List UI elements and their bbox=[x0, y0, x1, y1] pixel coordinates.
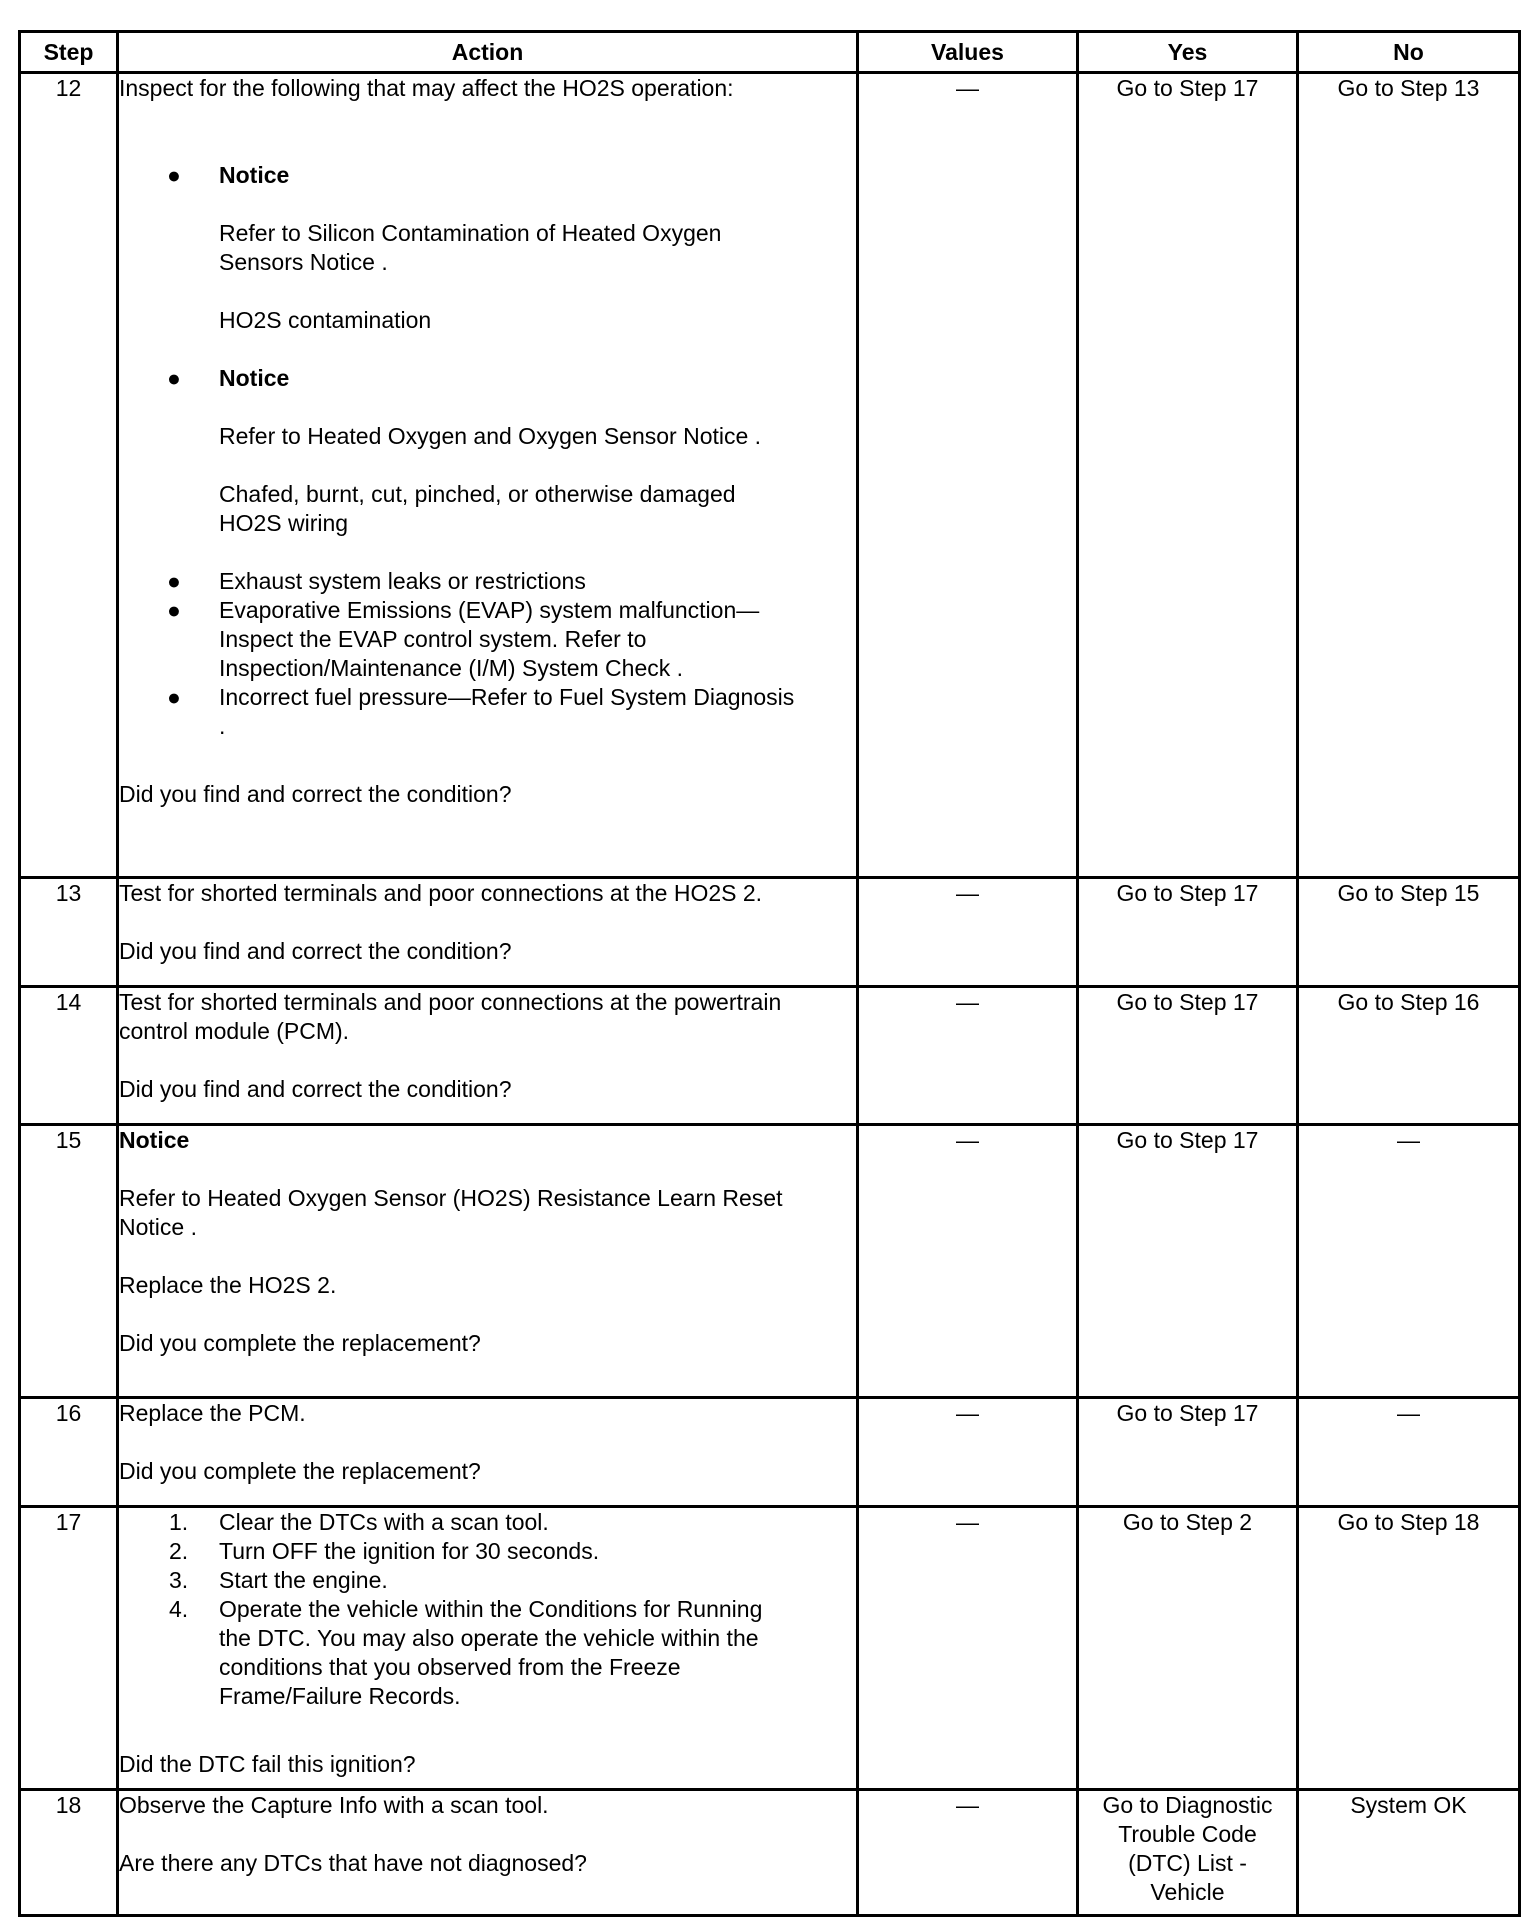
inspect-item-line: Chafed, burnt, cut, pinched, or otherwise damaged bbox=[219, 481, 736, 507]
bullet-text: . bbox=[219, 713, 226, 739]
step-number: 16 bbox=[20, 1398, 118, 1507]
action-question: Did you complete the replacement? bbox=[119, 1458, 481, 1484]
table-row-step-18 bbox=[20, 1790, 1520, 1916]
header-action: Action bbox=[118, 32, 858, 73]
values-cell: — bbox=[858, 1790, 1078, 1916]
action-text: Replace the HO2S 2. bbox=[119, 1272, 337, 1298]
yes-text-line: Vehicle bbox=[1150, 1879, 1225, 1905]
bullet-icon: ● bbox=[167, 684, 181, 710]
item-number: 4. bbox=[169, 1596, 189, 1622]
action-question: Did the DTC fail this ignition? bbox=[119, 1751, 416, 1777]
notice-label: Notice bbox=[219, 365, 290, 391]
values-cell: — bbox=[858, 1398, 1078, 1507]
bullet-icon: ● bbox=[167, 568, 181, 594]
notice-text-line: Sensors Notice . bbox=[219, 249, 388, 275]
item-text: the DTC. You may also operate the vehicle within the bbox=[219, 1625, 759, 1651]
step-number: 18 bbox=[20, 1790, 118, 1916]
notice-text: Notice . bbox=[119, 1214, 197, 1240]
bullet-notice-1 bbox=[119, 161, 856, 190]
item-number: 3. bbox=[169, 1567, 189, 1593]
no-cell: Go to Step 16 bbox=[1298, 987, 1520, 1125]
action-cell bbox=[118, 1790, 858, 1916]
header-no: No bbox=[1298, 32, 1520, 73]
action-cell bbox=[118, 1125, 858, 1398]
numbered-item bbox=[119, 1508, 856, 1537]
notice-text: Refer to Heated Oxygen and Oxygen Sensor Notice . bbox=[219, 423, 762, 449]
notice-label: Notice bbox=[219, 162, 290, 188]
action-question: Did you find and correct the condition? bbox=[119, 938, 512, 964]
bullet-item bbox=[119, 567, 856, 596]
yes-text-line: Trouble Code bbox=[1118, 1821, 1257, 1847]
item-text: conditions that you observed from the Freeze bbox=[219, 1654, 681, 1680]
action-cell bbox=[118, 1507, 858, 1790]
yes-cell: Go to Step 17 bbox=[1078, 987, 1298, 1125]
yes-cell bbox=[1078, 1790, 1298, 1916]
action-text: control module (PCM). bbox=[119, 1018, 350, 1044]
action-cell bbox=[118, 878, 858, 987]
values-cell: — bbox=[858, 987, 1078, 1125]
header-yes: Yes bbox=[1078, 32, 1298, 73]
action-cell bbox=[118, 1398, 858, 1507]
header-row bbox=[20, 32, 1520, 73]
bullet-icon: ● bbox=[167, 597, 181, 623]
no-cell: — bbox=[1298, 1398, 1520, 1507]
item-number: 1. bbox=[169, 1509, 189, 1535]
step-number: 14 bbox=[20, 987, 118, 1125]
numbered-item bbox=[119, 1595, 856, 1711]
bullet-text: Inspection/Maintenance (I/M) System Check . bbox=[219, 655, 684, 681]
numbered-item bbox=[119, 1537, 856, 1566]
notice-label: Notice bbox=[119, 1127, 190, 1153]
item-number: 2. bbox=[169, 1538, 189, 1564]
step-number: 12 bbox=[20, 73, 118, 878]
action-text: Test for shorted terminals and poor connections at the powertrain bbox=[119, 989, 782, 1015]
action-intro: Inspect for the following that may affect the HO2S operation: bbox=[119, 75, 734, 101]
notice-text: Refer to Heated Oxygen Sensor (HO2S) Resistance Learn Reset bbox=[119, 1185, 783, 1211]
diagnostic-table bbox=[18, 30, 1521, 1917]
yes-cell: Go to Step 2 bbox=[1078, 1507, 1298, 1790]
yes-cell: Go to Step 17 bbox=[1078, 1398, 1298, 1507]
action-text: Test for shorted terminals and poor connections at the HO2S 2. bbox=[119, 880, 763, 906]
table-row-step-15 bbox=[20, 1125, 1520, 1398]
item-text: Clear the DTCs with a scan tool. bbox=[219, 1509, 549, 1535]
notice-text bbox=[119, 219, 856, 277]
item-text: Frame/Failure Records. bbox=[219, 1683, 461, 1709]
action-question: Did you find and correct the condition? bbox=[119, 1076, 512, 1102]
bullet-icon: ● bbox=[167, 162, 181, 188]
header-values: Values bbox=[858, 32, 1078, 73]
notice-text-line: Refer to Silicon Contamination of Heated Oxygen bbox=[219, 220, 722, 246]
values-cell: — bbox=[858, 1125, 1078, 1398]
table-row-step-13 bbox=[20, 878, 1520, 987]
yes-cell: Go to Step 17 bbox=[1078, 878, 1298, 987]
item-text: Start the engine. bbox=[219, 1567, 388, 1593]
values-cell: — bbox=[858, 73, 1078, 878]
bullet-item bbox=[119, 596, 856, 683]
inspect-item: HO2S contamination bbox=[219, 307, 432, 333]
action-cell bbox=[118, 987, 858, 1125]
table-row-step-16 bbox=[20, 1398, 1520, 1507]
table-row-step-17 bbox=[20, 1507, 1520, 1790]
action-question: Did you complete the replacement? bbox=[119, 1330, 481, 1356]
item-text: Operate the vehicle within the Conditions for Running bbox=[219, 1596, 763, 1622]
bullet-text: Exhaust system leaks or restrictions bbox=[219, 568, 586, 594]
inspect-item-line: HO2S wiring bbox=[219, 510, 349, 536]
bullet-icon: ● bbox=[167, 365, 181, 391]
header-step: Step bbox=[20, 32, 118, 73]
no-cell: Go to Step 15 bbox=[1298, 878, 1520, 987]
yes-cell: Go to Step 17 bbox=[1078, 1125, 1298, 1398]
item-text: Turn OFF the ignition for 30 seconds. bbox=[219, 1538, 600, 1564]
values-cell: — bbox=[858, 1507, 1078, 1790]
table-row-step-12 bbox=[20, 73, 1520, 878]
values-cell: — bbox=[858, 878, 1078, 987]
inspect-item bbox=[119, 480, 856, 538]
table-row-step-14 bbox=[20, 987, 1520, 1125]
bullet-text: Incorrect fuel pressure—Refer to Fuel System Diagnosis bbox=[219, 684, 795, 710]
step-number: 15 bbox=[20, 1125, 118, 1398]
bullet-text: Inspect the EVAP control system. Refer to bbox=[219, 626, 647, 652]
yes-text-line: Go to Diagnostic bbox=[1102, 1792, 1273, 1818]
bullet-text: Evaporative Emissions (EVAP) system malfunction— bbox=[219, 597, 760, 623]
bullet-notice-2 bbox=[119, 364, 856, 393]
action-question: Are there any DTCs that have not diagnosed? bbox=[119, 1850, 587, 1876]
action-cell bbox=[118, 73, 858, 878]
no-cell: Go to Step 13 bbox=[1298, 73, 1520, 878]
yes-cell: Go to Step 17 bbox=[1078, 73, 1298, 878]
action-text: Replace the PCM. bbox=[119, 1400, 306, 1426]
yes-text-line: (DTC) List - bbox=[1128, 1850, 1247, 1876]
step-number: 17 bbox=[20, 1507, 118, 1790]
no-cell: Go to Step 18 bbox=[1298, 1507, 1520, 1790]
action-text: Observe the Capture Info with a scan tool. bbox=[119, 1792, 549, 1818]
action-question: Did you find and correct the condition? bbox=[119, 781, 512, 807]
no-cell: — bbox=[1298, 1125, 1520, 1398]
no-cell: System OK bbox=[1298, 1790, 1520, 1916]
bullet-item bbox=[119, 683, 856, 741]
numbered-item bbox=[119, 1566, 856, 1595]
step-number: 13 bbox=[20, 878, 118, 987]
